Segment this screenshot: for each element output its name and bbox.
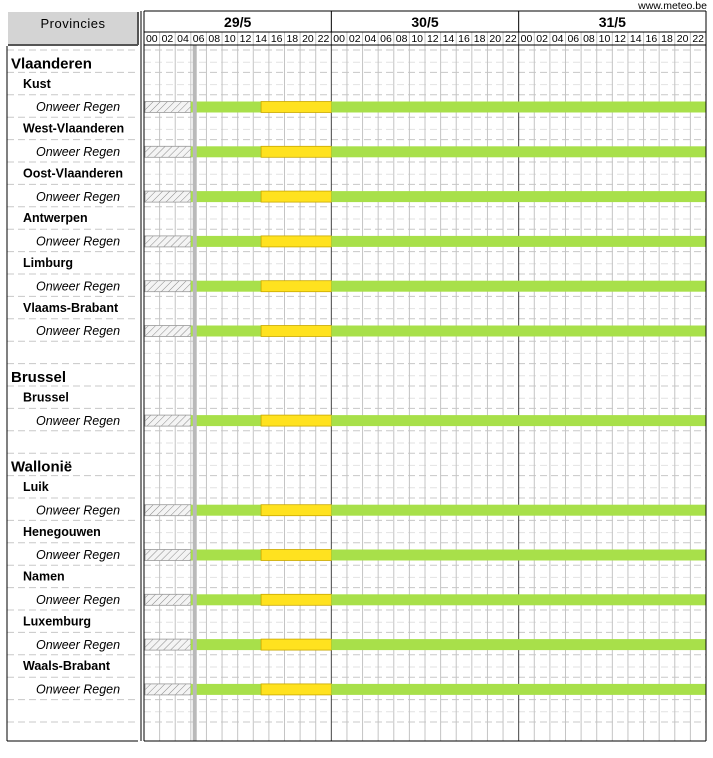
warning-type-label: Onweer Regen (36, 593, 121, 607)
region-label: Wallonië (11, 458, 73, 476)
province-label[interactable]: Luxemburg (23, 614, 92, 629)
region-label: Vlaanderen (11, 55, 92, 73)
province-label[interactable]: Waals-Brabant (23, 659, 111, 674)
hour-label: 04 (177, 33, 189, 45)
yellow-warning-bar[interactable] (261, 639, 331, 650)
region-label: Brussel (11, 369, 67, 386)
green-warning-bar[interactable] (331, 281, 706, 292)
green-warning-bar[interactable] (191, 191, 261, 202)
past-period-bar (145, 102, 191, 113)
hour-label: 18 (473, 33, 486, 45)
hour-label: 14 (629, 33, 642, 45)
hour-label: 16 (458, 33, 470, 45)
hour-label: 04 (551, 33, 564, 45)
yellow-warning-bar[interactable] (261, 550, 331, 561)
hour-label: 02 (536, 33, 548, 45)
province-label[interactable]: Kust (23, 76, 51, 91)
green-warning-bar[interactable] (331, 146, 706, 157)
green-warning-bar[interactable] (331, 684, 706, 695)
hour-label: 20 (302, 33, 314, 45)
hour-label: 06 (567, 33, 580, 45)
green-warning-bar[interactable] (331, 639, 706, 650)
hour-label: 00 (520, 33, 533, 45)
yellow-warning-bar[interactable] (261, 281, 331, 292)
green-warning-bar[interactable] (191, 326, 261, 337)
warning-type-label: Onweer Regen (36, 682, 121, 697)
green-warning-bar[interactable] (191, 594, 261, 605)
yellow-warning-bar[interactable] (261, 191, 331, 202)
past-period-bar (145, 550, 191, 561)
yellow-warning-bar[interactable] (261, 326, 331, 337)
hour-label: 04 (364, 33, 377, 45)
warning-type-label: Onweer Regen (36, 413, 121, 428)
hour-label: 08 (395, 33, 408, 45)
green-warning-bar[interactable] (331, 102, 706, 113)
green-warning-bar[interactable] (191, 639, 261, 650)
past-period-bar (145, 281, 191, 292)
past-period-bar (145, 415, 191, 426)
hour-label: 14 (442, 33, 455, 45)
province-label[interactable]: West-Vlaanderen (23, 121, 125, 136)
hour-label: 06 (380, 33, 392, 45)
hour-label: 06 (192, 33, 205, 45)
hour-label: 10 (411, 33, 424, 45)
green-warning-bar[interactable] (191, 146, 261, 157)
hour-label: 02 (348, 33, 361, 45)
hour-label: 20 (676, 33, 689, 45)
hour-label: 02 (161, 33, 174, 45)
yellow-warning-bar[interactable] (261, 505, 331, 516)
hour-label: 00 (333, 33, 345, 45)
hour-label: 00 (145, 33, 158, 45)
hour-label: 16 (270, 33, 283, 45)
green-warning-bar[interactable] (331, 191, 706, 202)
past-period-bar (145, 594, 191, 605)
hour-label: 08 (208, 33, 221, 45)
green-warning-bar[interactable] (191, 281, 261, 292)
green-warning-bar[interactable] (191, 505, 261, 516)
hour-label: 14 (255, 33, 267, 45)
province-label[interactable]: Limburg (23, 256, 73, 270)
warning-type-label: Onweer Regen (36, 279, 121, 294)
provinces-header-label: Provincies (40, 16, 106, 31)
yellow-warning-bar[interactable] (261, 684, 331, 695)
hour-label: 18 (661, 33, 673, 45)
green-warning-bar[interactable] (331, 594, 706, 605)
province-label[interactable]: Brussel (23, 390, 69, 405)
hour-label: 22 (317, 33, 330, 45)
yellow-warning-bar[interactable] (261, 102, 331, 113)
yellow-warning-bar[interactable] (261, 146, 331, 157)
day-label: 30/5 (411, 14, 439, 30)
warning-type-label: Onweer Regen (36, 100, 121, 115)
province-label[interactable]: Antwerpen (23, 211, 88, 226)
province-label[interactable]: Luik (23, 480, 49, 494)
warning-type-label: Onweer Regen (36, 324, 121, 339)
green-warning-bar[interactable] (191, 102, 261, 113)
past-period-bar (145, 326, 191, 337)
hour-label: 16 (645, 33, 658, 45)
green-warning-bar[interactable] (331, 550, 706, 561)
green-warning-bar[interactable] (331, 505, 706, 516)
green-warning-bar[interactable] (331, 415, 706, 426)
province-label[interactable]: Henegouwen (23, 524, 101, 539)
day-label: 31/5 (598, 14, 626, 30)
past-period-bar (145, 146, 191, 157)
current-time-marker (193, 45, 197, 741)
warning-type-label: Onweer Regen (36, 503, 121, 518)
warning-type-label: Onweer Regen (36, 637, 121, 652)
hour-label: 12 (239, 33, 252, 45)
past-period-bar (145, 191, 191, 202)
yellow-warning-bar[interactable] (261, 415, 331, 426)
day-label: 29/5 (224, 14, 252, 30)
yellow-warning-bar[interactable] (261, 236, 331, 247)
hour-label: 20 (489, 33, 502, 45)
province-label[interactable]: Vlaams-Brabant (23, 300, 119, 315)
green-warning-bar[interactable] (331, 236, 706, 247)
yellow-warning-bar[interactable] (261, 594, 331, 605)
green-warning-bar[interactable] (191, 684, 261, 695)
green-warning-bar[interactable] (191, 415, 261, 426)
warning-type-label: Onweer Regen (36, 548, 121, 563)
province-label[interactable]: Namen (23, 569, 65, 584)
site-url[interactable]: www.meteo.be (638, 0, 707, 12)
past-period-bar (145, 639, 191, 650)
province-label[interactable]: Oost-Vlaanderen (23, 166, 124, 181)
hour-label: 10 (598, 33, 611, 45)
past-period-bar (145, 236, 191, 247)
hour-label: 22 (692, 33, 705, 45)
green-warning-bar[interactable] (191, 550, 261, 561)
past-period-bar (145, 505, 191, 516)
hour-label: 10 (224, 33, 236, 45)
green-warning-bar[interactable] (191, 236, 261, 247)
warning-type-label: Onweer Regen (36, 189, 121, 204)
green-warning-bar[interactable] (331, 326, 706, 337)
warning-type-label: Onweer Regen (36, 145, 121, 159)
warning-type-label: Onweer Regen (36, 234, 121, 249)
hour-label: 22 (505, 33, 517, 45)
hour-label: 08 (583, 33, 595, 45)
past-period-bar (145, 684, 191, 695)
hour-label: 18 (286, 33, 299, 45)
hour-label: 12 (426, 33, 439, 45)
hour-label: 12 (614, 33, 626, 45)
